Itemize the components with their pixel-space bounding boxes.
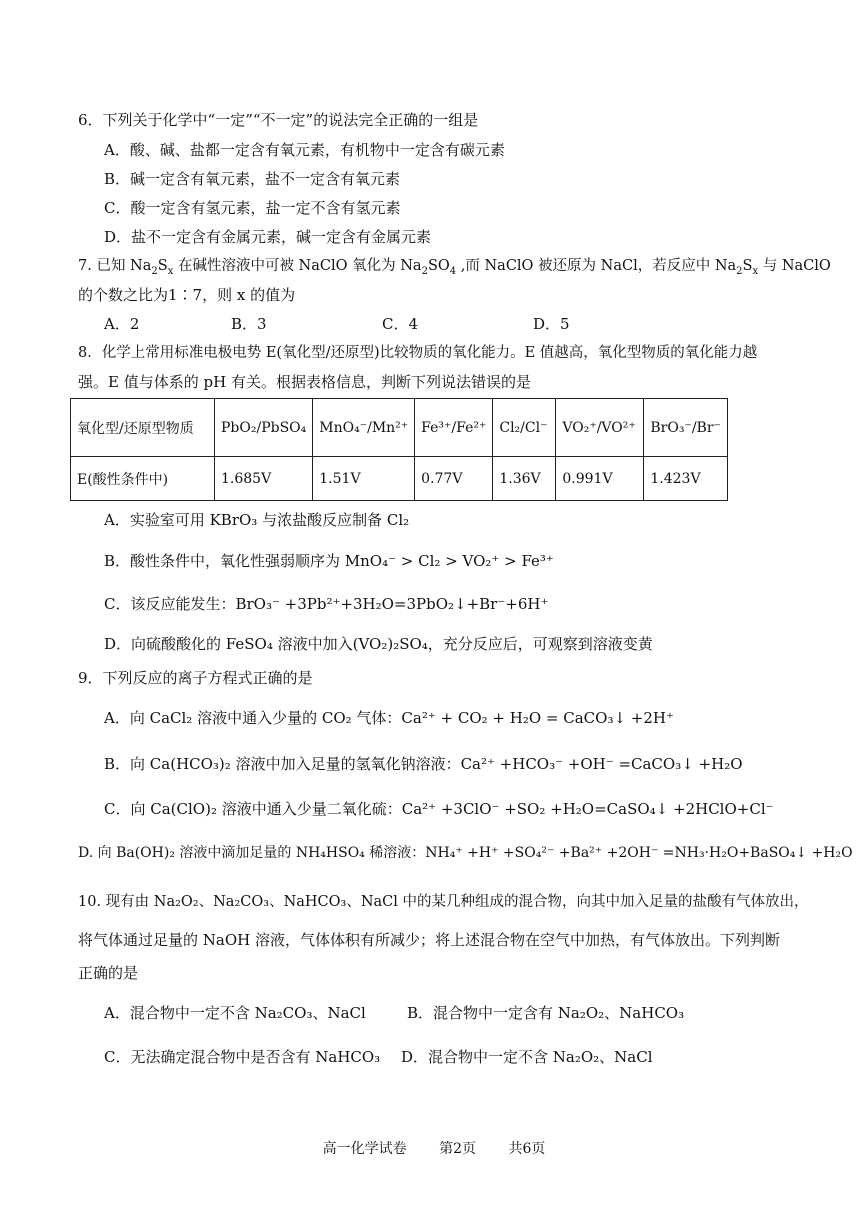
q10-option-a: A．混合物中一定不含 Na₂CO₃、NaCl <box>104 1004 366 1022</box>
q6-stem: 6．下列关于化学中“一定”“不一定”的说法完全正确的一组是 <box>78 111 479 129</box>
table-value-cell: 1.685V <box>215 457 313 501</box>
potential-table <box>70 398 728 501</box>
q9-option-a: A．向 CaCl₂ 溶液中通入少量的 CO₂ 气体：Ca²⁺ + CO₂ + H₂O = CaCO₃↓ +2H⁺ <box>104 709 674 727</box>
table-header-row <box>71 399 728 457</box>
table-pair-cell: PbO₂/PbSO₄ <box>215 399 313 457</box>
table-pair-cell: Fe³⁺/Fe²⁺ <box>415 399 493 457</box>
footer-total: 共6页 <box>508 1141 546 1157</box>
table-value-cell: 0.991V <box>556 457 644 501</box>
q10-option-c: C．无法确定混合物中是否含有 NaHCO₃ <box>104 1048 381 1066</box>
footer-title: 高一化学试卷 <box>322 1141 407 1157</box>
q8-line1: 8．化学上常用标准电极电势 E(氧化型/还原型)比较物质的氧化能力。E 值越高，氧化型物质的氧化能力越 <box>78 345 758 361</box>
q10-option-b: B．混合物中一定含有 Na₂O₂、NaHCO₃ <box>407 1004 685 1022</box>
q9-option-c: C．向 Ca(ClO)₂ 溶液中通入少量二氧化硫：Ca²⁺ +3ClO⁻ +SO₂ +H₂O=CaSO₄↓ +2HClO+Cl⁻ <box>104 800 774 818</box>
table-pair-cell: MnO₄⁻/Mn²⁺ <box>313 399 415 457</box>
table-header-label: 氧化型/还原型物质 <box>71 399 215 457</box>
q10-line1: 10. 现有由 Na₂O₂、Na₂CO₃、NaHCO₃、NaCl 中的某几种组成的混合物，向其中加入足量的盐酸有气体放出， <box>78 894 809 910</box>
q6-option-b: B．碱一定含有氧元素，盐不一定含有氧元素 <box>104 170 401 188</box>
footer-page: 第2页 <box>439 1141 476 1157</box>
table-value-cell: 0.77V <box>415 457 493 501</box>
q9-stem: 9．下列反应的离子方程式正确的是 <box>78 669 313 687</box>
q7-option-b: B．3 <box>231 315 267 333</box>
table-pair-cell: VO₂⁺/VO²⁺ <box>556 399 644 457</box>
table-pair-cell: Cl₂/Cl⁻ <box>493 399 556 457</box>
q6-option-d: D．盐不一定含有金属元素，碱一定含有金属元素 <box>104 228 432 246</box>
q7-option-c: C．4 <box>382 315 419 333</box>
q8-option-a: A．实验室可用 KBrO₃ 与浓盐酸反应制备 Cl₂ <box>104 511 410 529</box>
q7-line1: 7. 已知 $Na_2S_x$ 在碱性溶液中可被 NaClO 氧化为 $Na_2SO_4$ ,而 NaClO 被还原为 NaCl，若反应中 $Na_2S_x$ 与 NaClO <box>78 258 831 277</box>
table-row <box>71 457 728 501</box>
q9-option-b: B．向 Ca(HCO₃)₂ 溶液中加入足量的氢氧化钠溶液：Ca²⁺ +HCO₃⁻ +OH⁻ =CaCO₃↓ +H₂O <box>104 755 743 773</box>
table-value-cell: 1.36V <box>493 457 556 501</box>
q7-option-d: D．5 <box>533 315 570 333</box>
table-row-label: E(酸性条件中) <box>71 457 215 501</box>
table-value-cell: 1.423V <box>644 457 728 501</box>
q8-option-c: C．该反应能发生：BrO₃⁻ +3Pb²⁺+3H₂O=3PbO₂↓+Br⁻+6H⁺ <box>104 595 549 613</box>
q6-option-a: A．酸、碱、盐都一定含有氧元素，有机物中一定含有碳元素 <box>104 141 505 159</box>
q9-option-d: D. 向 Ba(OH)₂ 溶液中滴加足量的 NH₄HSO₄ 稀溶液：NH₄⁺ +H⁺ +SO₄²⁻ +Ba²⁺ +2OH⁻ =NH₃·H₂O+BaSO₄↓ +H₂O <box>78 845 853 861</box>
q7-option-a: A．2 <box>104 315 140 333</box>
table-value-cell: 1.51V <box>313 457 415 501</box>
q7-line2: 的个数之比为1∶7，则 x 的值为 <box>78 286 296 304</box>
q10-line2: 将气体通过足量的 NaOH 溶液，气体体积有所减少；将上述混合物在空气中加热，有气体放出。下列判断 <box>78 931 780 949</box>
page-footer <box>0 1138 868 1158</box>
q8-line2: 强。E 值与体系的 pH 有关。根据表格信息，判断下列说法错误的是 <box>78 373 531 391</box>
q10-option-d: D．混合物中一定不含 Na₂O₂、NaCl <box>401 1048 653 1066</box>
q8-option-d: D．向硫酸酸化的 FeSO₄ 溶液中加入(VO₂)₂SO₄，充分反应后，可观察到溶液变黄 <box>104 635 653 653</box>
table-pair-cell: BrO₃⁻/Br⁻ <box>644 399 728 457</box>
q10-line3: 正确的是 <box>78 964 139 982</box>
q6-option-c: C．酸一定含有氢元素，盐一定不含有氢元素 <box>104 199 401 217</box>
q8-option-b: B．酸性条件中，氧化性强弱顺序为 MnO₄⁻ > Cl₂ > VO₂⁺ > Fe³⁺ <box>104 552 554 570</box>
